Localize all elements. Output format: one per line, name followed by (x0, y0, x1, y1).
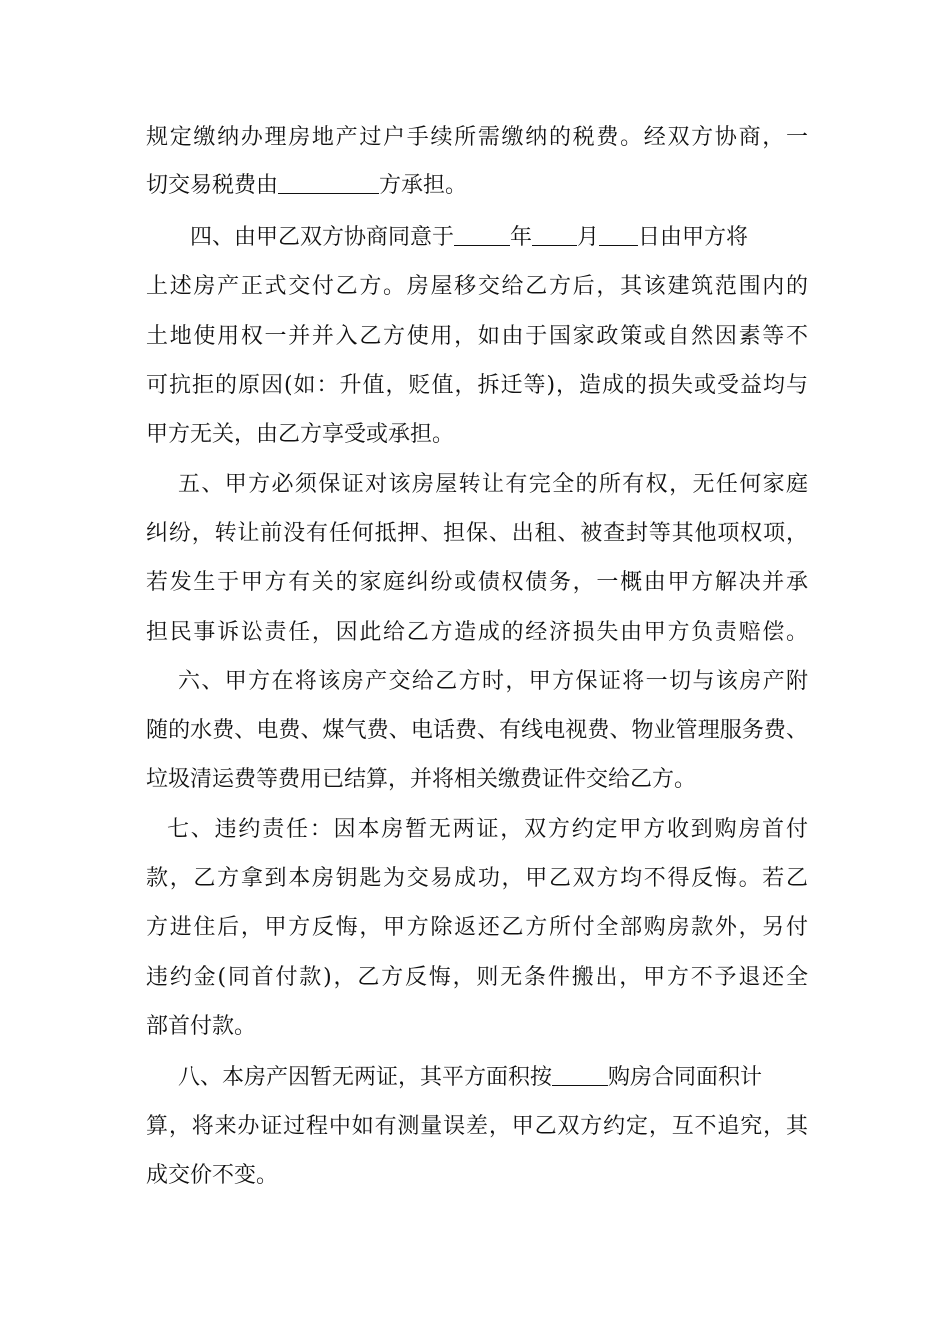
line-text: 成交价不变。 (146, 1163, 279, 1188)
text-line (146, 958, 808, 998)
fill-in-blank-area-basis[interactable] (552, 1063, 608, 1086)
text-line (146, 317, 808, 357)
line-text: 可抗拒的原因(如：升值，贬值，拆迁等)，造成的损失或受益均与 (146, 373, 808, 398)
line-text: 八、本房产因暂无两证，其平方面积按 (178, 1065, 553, 1090)
text-line (178, 1058, 808, 1098)
text-line (146, 118, 808, 158)
text-line (146, 563, 808, 603)
line-text: 六、甲方在将该房产交给乙方时，甲方保证将一切与该房产附 (178, 669, 808, 694)
line-text: 购房合同面积计 (608, 1065, 763, 1090)
text-line (146, 859, 808, 899)
fill-in-blank-year[interactable] (454, 223, 510, 246)
line-text: 土地使用权一并并入乙方使用，如由于国家政策或自然因素等不 (146, 324, 808, 349)
line-text: 垃圾清运费等费用已结算，并将相关缴费证件交给乙方。 (146, 767, 697, 792)
line-text: 随的水费、电费、煤气费、电话费、有线电视费、物业管理服务费、 (146, 718, 808, 743)
line-text: 部首付款。 (146, 1014, 257, 1039)
text-line (146, 760, 808, 800)
line-text: 纠纷，转让前没有任何抵押、担保、出租、被查封等其他项权项， (146, 521, 808, 546)
line-text: 规定缴纳办理房地产过户手续所需缴纳的税费。经双方协商，一 (146, 125, 808, 150)
line-text: 切交易税费由 (146, 173, 279, 198)
fill-in-blank-tax-party[interactable] (278, 171, 379, 194)
line-text: 若发生于甲方有关的家庭纠纷或债权债务，一概由甲方解决并承 (146, 570, 808, 595)
text-line (146, 166, 808, 206)
line-text: 违约金(同首付款)，乙方反悔，则无条件搬出，甲方不予退还全 (146, 965, 808, 990)
line-text: 五、甲方必须保证对该房屋转让有完全的所有权，无任何家庭 (178, 472, 808, 497)
text-line (190, 218, 808, 258)
fill-in-blank-day[interactable] (599, 223, 638, 246)
text-line (178, 662, 808, 702)
text-line (146, 514, 808, 554)
line-text: 款，乙方拿到本房钥匙为交易成功，甲乙双方均不得反悔。若乙 (146, 866, 808, 891)
text-line (146, 1156, 808, 1196)
line-text: 算，将来办证过程中如有测量误差，甲乙双方约定，互不追究，其 (146, 1114, 808, 1139)
line-text: 年 (510, 225, 533, 250)
text-line (146, 1007, 808, 1047)
line-text: 日由甲方将 (638, 225, 749, 250)
line-text: 方承担。 (379, 173, 468, 198)
text-line (146, 711, 808, 751)
text-line (146, 415, 808, 455)
line-text: 方进住后，甲方反悔，甲方除返还乙方所付全部购房款外，另付 (146, 915, 808, 940)
text-line (146, 267, 808, 307)
line-text: 七、违约责任：因本房暂无两证，双方约定甲方收到购房首付 (167, 817, 808, 842)
text-line (146, 1107, 808, 1147)
text-line (146, 366, 808, 406)
line-text: 上述房产正式交付乙方。房屋移交给乙方后，其该建筑范围内的 (146, 274, 808, 299)
line-text: 四、由甲乙双方协商同意于 (190, 225, 455, 250)
text-line (178, 465, 808, 505)
text-line (146, 613, 808, 653)
fill-in-blank-month[interactable] (532, 223, 577, 246)
text-line (146, 908, 808, 948)
line-text: 月 (577, 225, 600, 250)
text-line (167, 810, 808, 850)
line-text: 担民事诉讼责任，因此给乙方造成的经济损失由甲方负责赔偿。 (146, 620, 808, 645)
line-text: 甲方无关，由乙方享受或承担。 (146, 422, 455, 447)
